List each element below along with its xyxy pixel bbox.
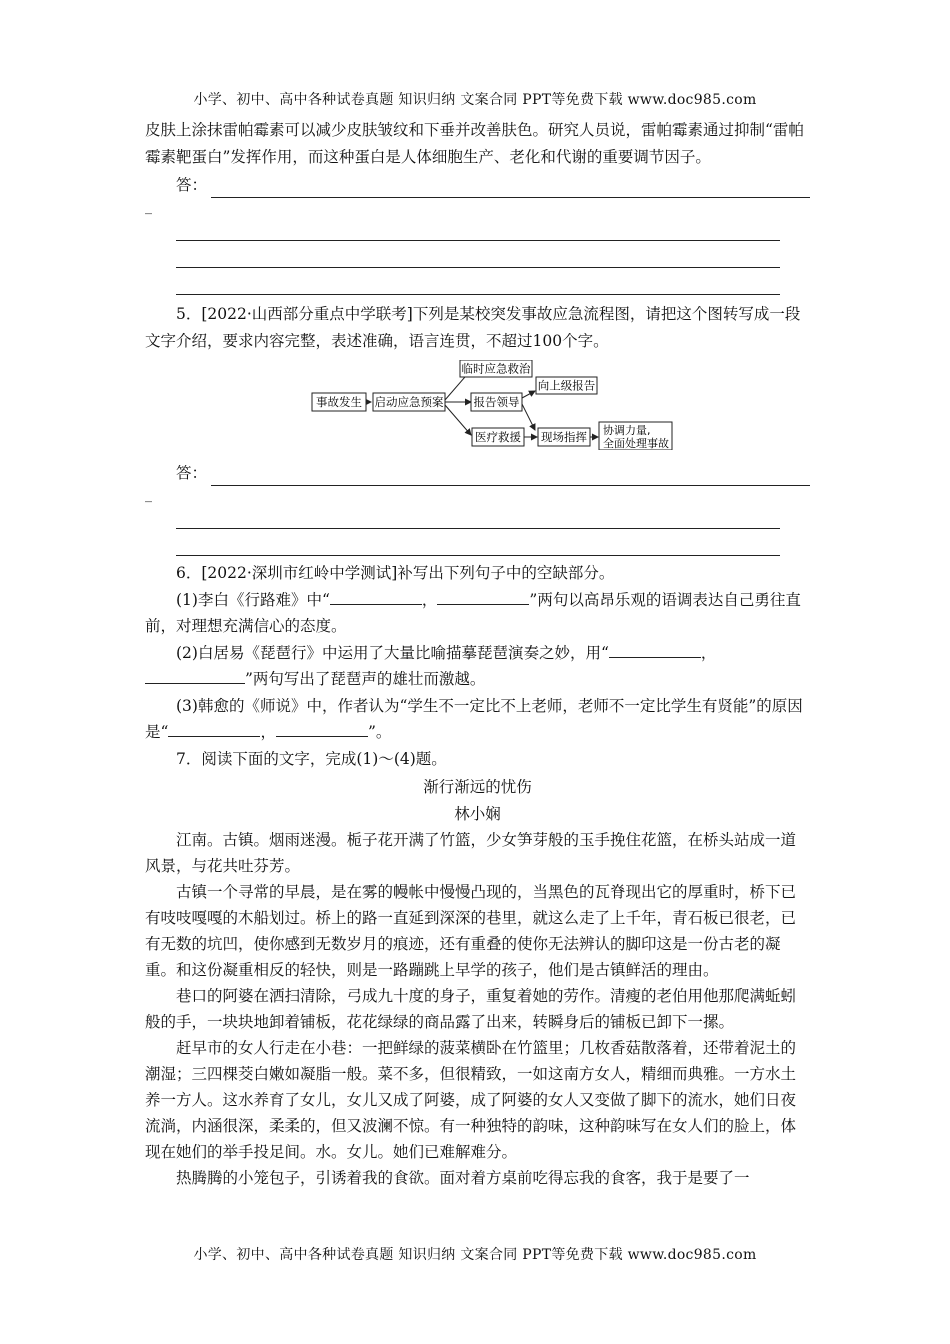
q4-answer-row (145, 172, 810, 198)
emergency-flowchart (145, 360, 810, 450)
q5-text: 5．[2022·山西部分重点中学联考]下列是某校突发事故应急流程图，请把这个图转写成一段文字介绍，要求内容完整，表述准确，语言连贯，不超过100个字。 (145, 305, 801, 350)
flow-node-report-superior (536, 377, 597, 394)
q6-item-3-text-c: ”。 (367, 723, 392, 741)
flow-label-onsite-command: 现场指挥 (541, 430, 587, 444)
q5-answer-row (145, 460, 810, 486)
q6-blank-2a[interactable] (609, 641, 701, 658)
q6-item-2-text-a: (2)白居易《琵琶行》中运用了大量比喻描摹琵琶演奏之妙，用“ (176, 643, 609, 662)
flow-label-temp-treatment: 临时应急救治 (461, 361, 531, 376)
q4-line-2[interactable] (176, 222, 780, 241)
q6-blank-1b[interactable] (437, 588, 529, 605)
flow-label-coordinate-1: 协调力量, (603, 424, 651, 437)
q6-item-3-comma: ， (260, 723, 276, 741)
article-title: 渐行渐远的忧伤 (423, 778, 532, 796)
page-footer: 小学、初中、高中各种试卷真题 知识归纳 文案合同 PPT等免费下载 www.doc985.com (193, 1247, 757, 1263)
q6-item-3 (145, 693, 810, 746)
flow-node-accident (312, 393, 366, 411)
article-paragraph-5: 热腾腾的小笼包子，引诱着我的食欲。面对着方桌前吃得忘我的食客，我于是要了一 (176, 1169, 750, 1187)
article-paragraph-2: 古镇一个寻常的早晨，是在雾的幔帐中慢慢凸现的，当黑色的瓦脊现出它的厚重时，桥下已有吱吱嘎嘎的木船划过。桥上的路一直延到深深的巷里，就这么走了上千年，青石板已很老，已有无数的坑凹，使你感到无数岁月的痕迹，还有重叠的使你无法辨认的脚印这是一份古老的凝重。和这份凝重相反的轻快，则是一路蹦跳上早学的孩子，他们是古镇鲜活的理由。 (145, 883, 797, 979)
q4-line-3[interactable] (176, 241, 780, 268)
flow-label-accident: 事故发生 (316, 395, 362, 409)
flow-node-medical (472, 428, 524, 446)
q5-line-2[interactable] (176, 510, 780, 529)
q4-dash: _ (145, 199, 152, 215)
q6-blank-1a[interactable] (330, 588, 422, 605)
flow-label-medical: 医疗救援 (475, 430, 521, 444)
q6-blank-3b[interactable] (276, 720, 368, 737)
q4-line-4[interactable] (176, 268, 780, 295)
article-paragraph-3: 巷口的阿婆在洒扫清除，弓成九十度的身子，重复着她的劳作。清瘦的老伯用他那爬满蚯蚓般的手，一块块地卸着铺板，花花绿绿的商品露了出来，转瞬身后的铺板已卸下一摞。 (145, 987, 797, 1031)
article-paragraph-1: 江南。古镇。烟雨迷漫。栀子花开满了竹篮，少女笋芽般的玉手挽住花篮，在桥头站成一道风景，与花共吐芬芳。 (145, 831, 797, 875)
flow-node-start-plan (373, 393, 445, 411)
q6-item-1-text-c: ”两句以高昂乐观的语调表达自己勇往直前，对理想充满信心的态度。 (145, 590, 801, 635)
flow-label-report-superior: 向上级报告 (537, 378, 596, 393)
article-author: 林小娴 (454, 804, 501, 823)
q4-text: 皮肤上涂抹雷帕霉素可以减少皮肤皱纹和下垂并改善肤色。研究人员说，雷帕霉素通过抑制“雷帕霉素靶蛋白”发挥作用，而这种蛋白是人体细胞生产、老化和代谢的重要调节因子。 (145, 121, 804, 166)
flow-node-onsite-command (538, 428, 590, 446)
q6-item-3-text-a: (3)韩愈的《师说》中，作者认为“学生不一定比不上老师，老师不一定比学生有贤能”的原因是“ (145, 696, 803, 741)
q5-line-3[interactable] (176, 529, 780, 556)
q4-answer-label: 答： (176, 175, 208, 194)
q5-answer-line[interactable] (211, 469, 810, 486)
page-header: 小学、初中、高中各种试卷真题 知识归纳 文案合同 PPT等免费下载 www.doc985.com (193, 92, 757, 108)
article-paragraph-4: 赶早市的女人行走在小巷：一把鲜绿的菠菜横卧在竹篮里；几枚香菇散落着，还带着泥土的潮湿；三四棵茭白嫩如凝脂一般。菜不多，但很精致，一如这南方女人，精细而典雅。一方水土养一方人。这水养育了女儿，女儿又成了阿婆，成了阿婆的女人又变做了脚下的流水，她们日夜流淌，内涵很深，柔柔的，但又波澜不惊。有一种独特的韵味，这种韵味写在女人们的脸上，体现在她们的举手投足间。水。女儿。她们已难解难分。 (145, 1039, 797, 1161)
q6-item-2-comma: ， (700, 643, 717, 662)
flow-node-coordinate (599, 422, 672, 450)
q6-item-2-text-c: ”两句写出了琵琶声的雄壮而激越。 (245, 670, 486, 688)
page-body (145, 117, 810, 1191)
q6-item-1 (145, 587, 810, 640)
q6-item-2 (145, 640, 810, 693)
flow-label-coordinate-2: 全面处理事故 (603, 437, 669, 450)
q7-intro: 7．阅读下面的文字，完成(1)～(4)题。 (176, 749, 447, 768)
q6-blank-2b[interactable] (145, 667, 245, 684)
q6-title: 6．[2022·深圳市红岭中学测试]补写出下列句子中的空缺部分。 (176, 564, 615, 582)
q6-item-1-text-a: (1)李白《行路难》中“ (176, 590, 330, 609)
flow-label-start-plan: 启动应急预案 (374, 395, 444, 409)
q5-dash: _ (145, 487, 152, 503)
q6-blank-3a[interactable] (168, 720, 260, 737)
flow-node-report-leader (471, 393, 522, 411)
flow-label-report-leader: 报告领导 (473, 395, 520, 409)
flow-node-temp-treatment (460, 360, 532, 377)
q4-answer-line[interactable] (211, 181, 810, 198)
q6-item-1-comma: ， (421, 590, 438, 609)
q5-answer-label: 答： (176, 463, 208, 482)
